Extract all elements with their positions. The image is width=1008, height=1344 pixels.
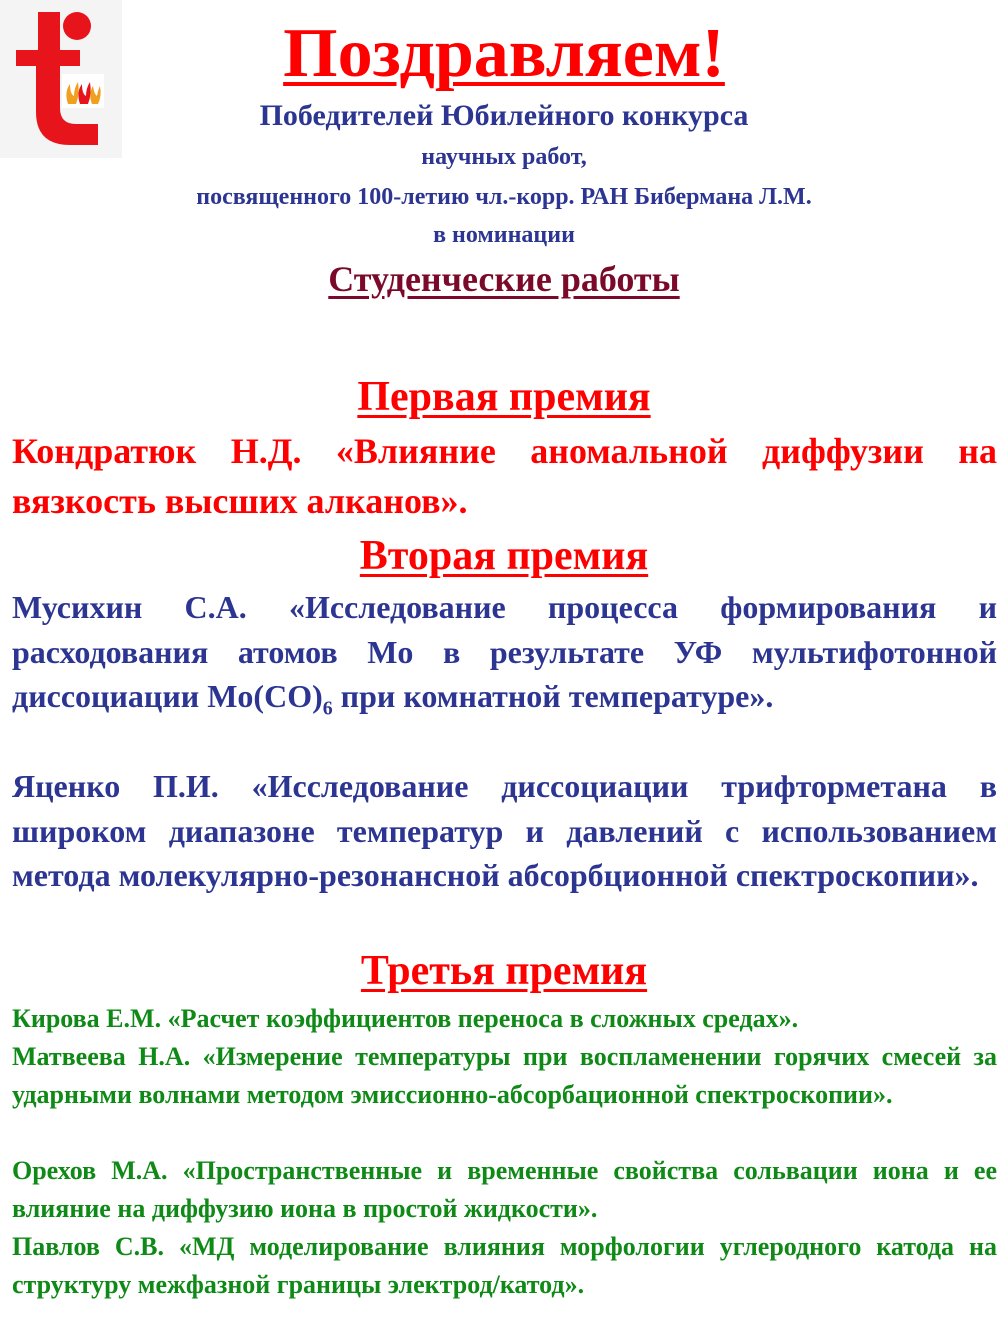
third-prize-entry: Матвеева Н.А. «Измерение температуры при воспламенении горячих смесей за ударными волнами методом эмиссионно-абсорбационной спектроскопии». <box>12 1042 997 1109</box>
page-title: Поздравляем! <box>283 15 725 92</box>
second-prize-entry <box>12 585 997 719</box>
dedication-line: посвященного 100-летию чл.-корр. РАН Бибермана Л.М. <box>196 184 812 210</box>
first-prize-entry: Кондратюк Н.Д. «Влияние аномальной диффузии на вязкость высших алканов». <box>12 431 997 521</box>
second-prize-heading: Вторая премия <box>359 533 649 579</box>
third-prize-entry: Кирова Е.М. «Расчет коэффициентов переноса в сложных средах». <box>12 1004 799 1033</box>
second-prize-entry: Яценко П.И. «Исследование диссоциации трифторметана в широком диапазоне температур и давлений с использованием метода молекулярно-резонансной абсорбционной спектроскопии». <box>12 768 997 894</box>
winners-line: Победителей Юбилейного конкурса <box>259 99 749 132</box>
third-prize-heading: Третья премия <box>360 948 648 994</box>
first-prize-heading: Первая премия <box>357 374 651 420</box>
entry-text: при комнатной температуре». <box>332 678 774 715</box>
category-title: Студенческие работы <box>328 259 680 299</box>
entry-text: Мусихин С.А. «Исследование процесса формирования и расходования атомов Mo в результате УФ мультифотонной диссоциации Mo(CO) <box>12 589 997 715</box>
third-prize-entry: Орехов М.А. «Пространственные и временные свойства сольвации иона и ее влияние на диффузию иона в простой жидкости». <box>12 1156 997 1223</box>
third-prize-entry: Павлов С.В. «МД моделирование влияния морфологии углеродного катода на структуру межфазной границы электрод/катод». <box>12 1232 997 1299</box>
nomination-line: в номинации <box>433 222 575 248</box>
works-line: научных работ, <box>421 144 587 170</box>
subscript: 6 <box>322 697 333 720</box>
